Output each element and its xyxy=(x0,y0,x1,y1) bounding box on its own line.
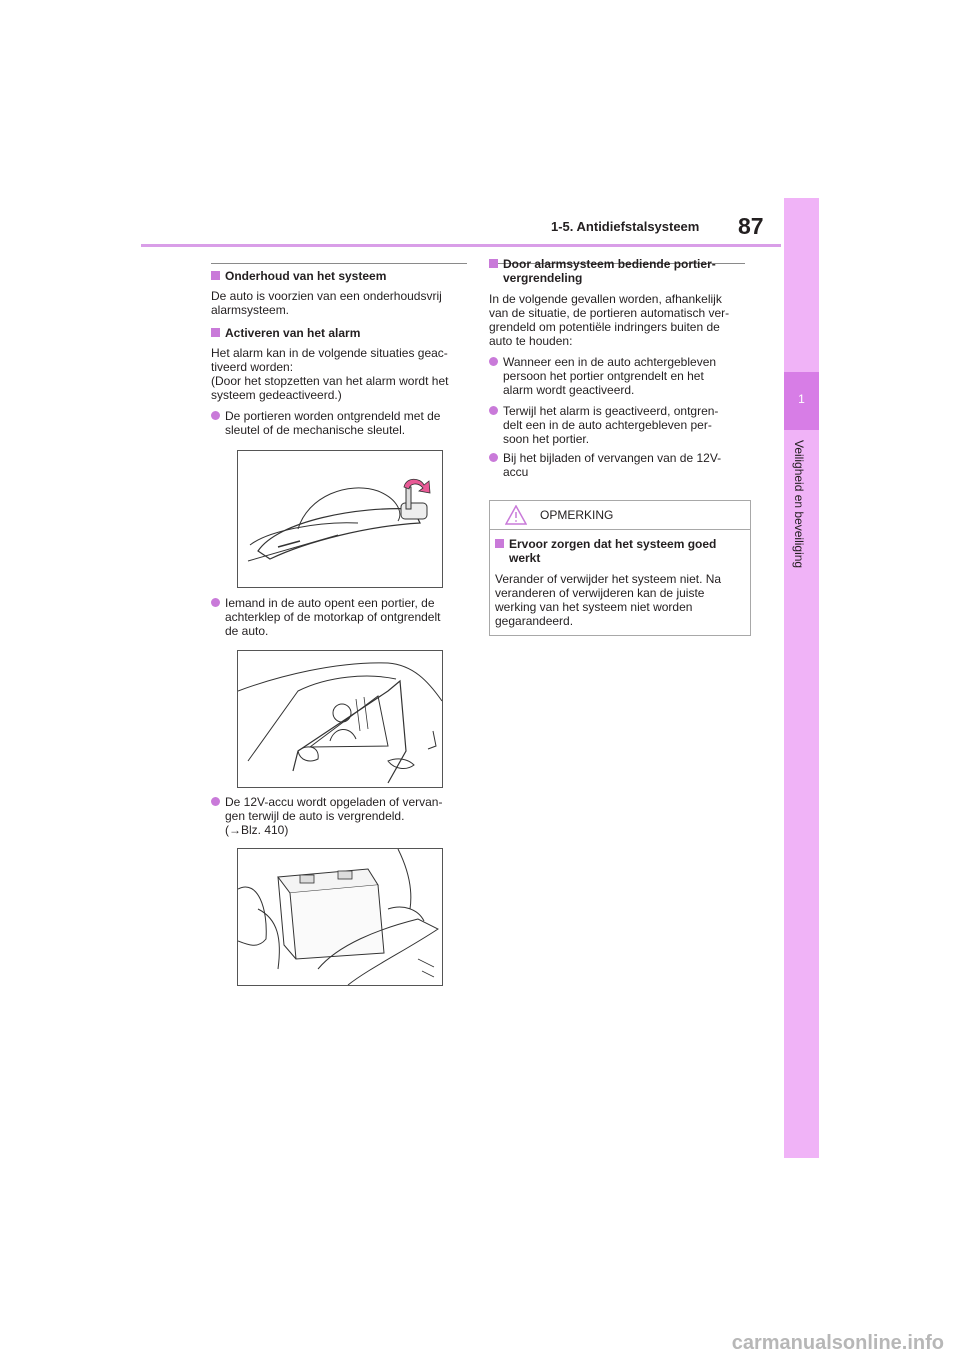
activate-text: Het alarm kan in de volgende situaties geac- tiveerd worden: (Door het stopzetten van het alarm wordt het systeem gedeactiveerd.) xyxy=(211,346,449,402)
car-door-illustration xyxy=(238,651,442,787)
footer xyxy=(0,1330,960,1358)
door-handle-figure xyxy=(237,450,443,588)
chapter-tab xyxy=(784,198,819,1158)
note-title: OPMERKING xyxy=(540,508,614,522)
column-rule xyxy=(211,263,467,264)
round-bullet-icon xyxy=(211,797,220,806)
bullet-item: Iemand in de auto opent een portier, de achterklep of de motorkap of ontgrendelt de auto. xyxy=(225,596,441,638)
round-bullet-icon xyxy=(211,598,220,607)
chapter-label: Veiligheid en beveiliging xyxy=(792,440,806,569)
note-text: Verander of verwijder het systeem niet. Na veranderen of verwijderen kan de juiste werking van het systeem niet worden gegarandeerd. xyxy=(495,572,722,628)
bullet-item: De portieren worden ontgrendeld met de sleutel of de mechanische sleutel. xyxy=(225,409,441,437)
chapter-number: 1 xyxy=(798,392,805,406)
car-door-figure xyxy=(237,650,443,788)
header-rule xyxy=(141,244,781,247)
square-bullet-icon xyxy=(495,539,504,548)
page-number: 87 xyxy=(738,213,764,239)
round-bullet-icon xyxy=(489,406,498,415)
section-title: 1-5. Antidiefstalsysteem xyxy=(551,219,700,234)
square-bullet-icon xyxy=(489,259,498,268)
round-bullet-icon xyxy=(489,357,498,366)
note-separator xyxy=(489,529,751,530)
round-bullet-icon xyxy=(489,453,498,462)
battery-figure xyxy=(237,848,443,986)
bullet-item: De 12V-accu wordt opgeladen of vervan- gen terwijl de auto is vergrendeld. (→Blz. 410) xyxy=(225,795,443,837)
maintenance-text: De auto is voorzien van een onderhoudsvrij alarmsysteem. xyxy=(211,289,442,317)
note-heading: Ervoor zorgen dat het systeem goed werkt xyxy=(509,537,717,565)
battery-illustration xyxy=(238,849,442,985)
door-lock-heading: Door alarmsysteem bediende portier- vergrendeling xyxy=(503,257,716,285)
door-handle-illustration xyxy=(238,451,442,587)
watermark-text[interactable]: carmanualsonline.info xyxy=(731,1332,944,1354)
bullet-item: Terwijl het alarm is geactiveerd, ontgren- delt een in de auto achtergebleven per- soon het portier. xyxy=(503,404,719,446)
maintenance-heading: Onderhoud van het systeem xyxy=(225,269,387,283)
warning-triangle-icon xyxy=(505,505,527,525)
round-bullet-icon xyxy=(211,411,220,420)
square-bullet-icon xyxy=(211,328,220,337)
bullet-item: Wanneer een in de auto achtergebleven persoon het portier ontgrendelt en het alarm wordt geactiveerd. xyxy=(503,355,717,397)
activate-heading: Activeren van het alarm xyxy=(225,326,361,340)
square-bullet-icon xyxy=(211,271,220,280)
door-lock-text: In de volgende gevallen worden, afhankelijk van de situatie, de portieren automatisch ver- grendeld om potentiële indringers buiten de auto te houden: xyxy=(489,292,730,348)
bullet-item: Bij het bijladen of vervangen van de 12V- accu xyxy=(503,451,722,479)
